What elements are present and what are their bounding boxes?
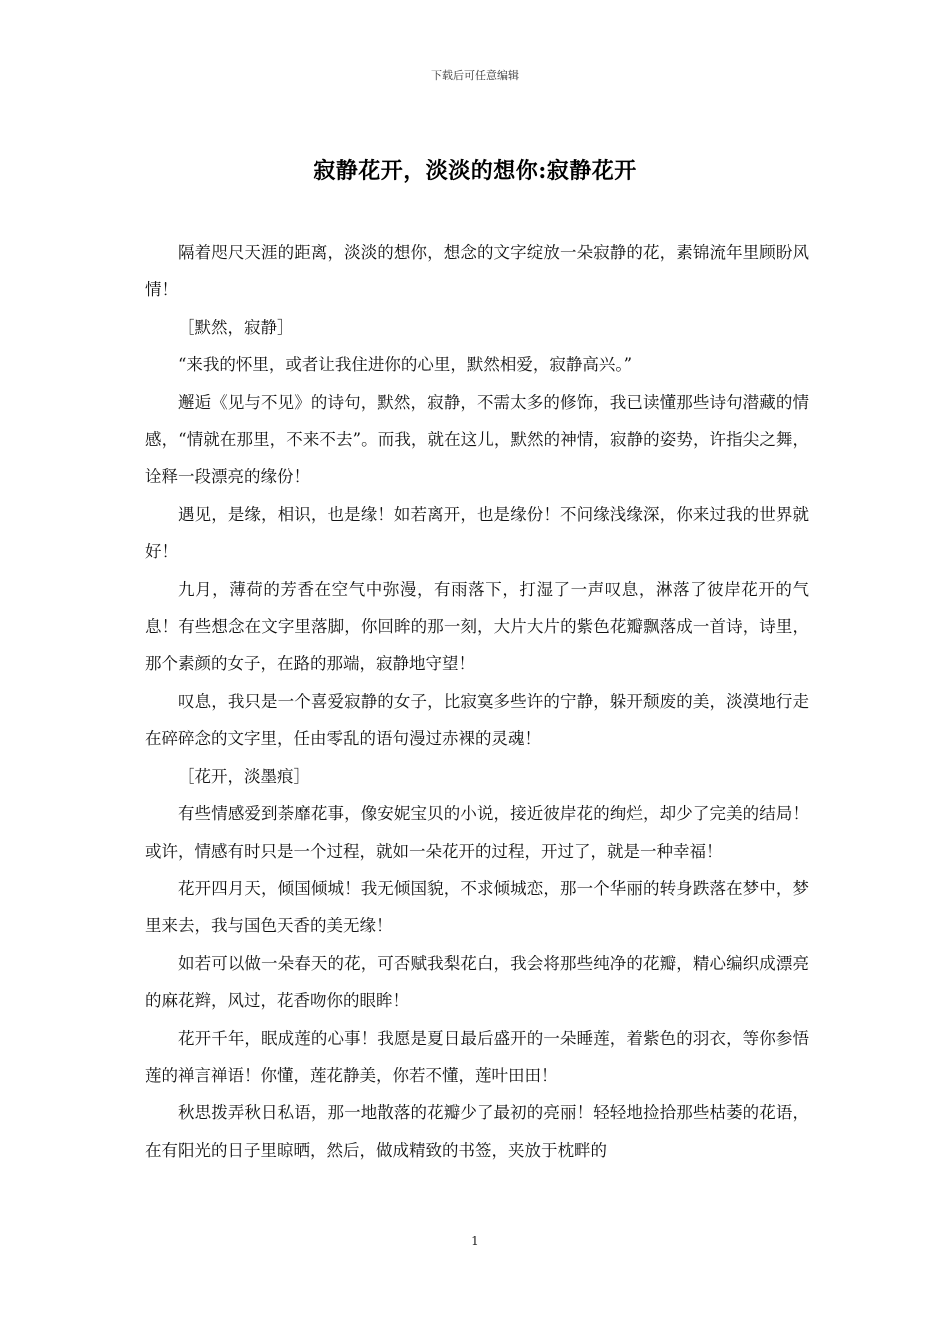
paragraph: 遇见，是缘，相识，也是缘！如若离开，也是缘份！不问缘浅缘深，你来过我的世界就好！ xyxy=(145,504,809,562)
article-title: 寂静花开，淡淡的想你:寂静花开 xyxy=(313,158,637,184)
section-heading: ［默然，寂静］ xyxy=(178,317,294,337)
page-number: 1 xyxy=(471,1234,479,1248)
paragraph: “来我的怀里，或者让我住进你的心里，默然相爱，寂静高兴。” xyxy=(178,355,633,375)
paragraph: 秋思拨弄秋日私语，那一地散落的花瓣少了最初的亮丽！轻轻地捡拾那些枯萎的花语，在有阳光的日子里晾晒，然后，做成精致的书签，夹放于枕畔的 xyxy=(145,1103,809,1160)
paragraph: 叹息，我只是一个喜爱寂静的女子，比寂寞多些许的宁静，躲开颓废的美，淡漠地行走在碎碎念的文字里，任由零乱的语句漫过赤裸的灵魂！ xyxy=(145,691,809,749)
article-body xyxy=(145,234,809,1169)
paragraph: 如若可以做一朵春天的花，可否赋我梨花白，我会将那些纯净的花瓣，精心编织成漂亮的麻花辫，风过，花香吻你的眼眸！ xyxy=(145,953,809,1011)
paragraph: 邂逅《见与不见》的诗句，默然，寂静，不需太多的修饰，我已读懂那些诗句潜藏的情感，“情就在那里，不来不去”。而我，就在这儿，默然的神情，寂静的姿势，许指尖之舞，诠释一段漂亮的缘份！ xyxy=(145,392,809,487)
paragraph: 花开千年，眠成莲的心事！我愿是夏日最后盛开的一朵睡莲，着紫色的羽衣，等你参悟莲的禅言禅语！你懂，莲花静美，你若不懂，莲叶田田！ xyxy=(145,1028,809,1085)
paragraph: 隔着咫尺天涯的距离，淡淡的想你，想念的文字绽放一朵寂静的花，素锦流年里顾盼风情！ xyxy=(145,243,809,300)
header-note: 下载后可任意编辑 xyxy=(431,69,519,82)
paragraph: 花开四月天，倾国倾城！我无倾国貌，不求倾城恋，那一个华丽的转身跌落在梦中，梦里来去，我与国色天香的美无缘！ xyxy=(145,878,809,936)
section-heading: ［花开，淡墨痕］ xyxy=(178,766,310,786)
paragraph: 有些情感爱到荼靡花事，像安妮宝贝的小说，接近彼岸花的绚烂，却少了完美的结局！或许，情感有时只是一个过程，就如一朵花开的过程，开过了，就是一种幸福！ xyxy=(145,804,809,861)
paragraph: 九月，薄荷的芳香在空气中弥漫，有雨落下，打湿了一声叹息，淋落了彼岸花开的气息！有些想念在文字里落脚，你回眸的那一刻，大片大片的紫色花瓣飘落成一首诗，诗里，那个素颜的女子，在路的那端，寂静地守望！ xyxy=(145,579,809,674)
